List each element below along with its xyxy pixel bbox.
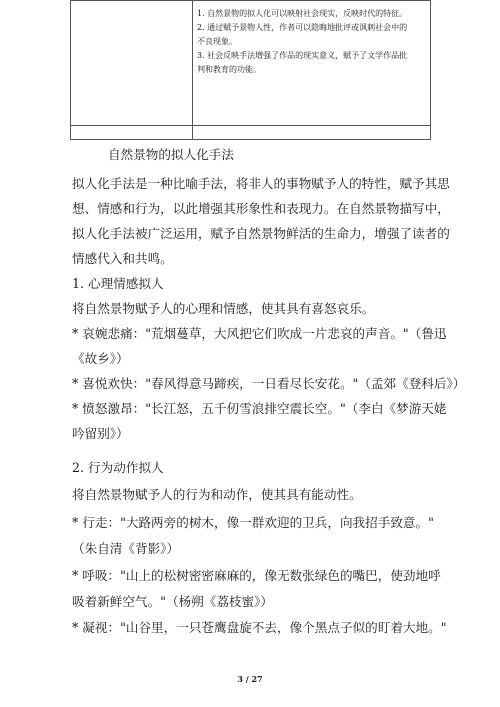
paragraph-line: 情感代入和共鸣。: [72, 251, 173, 266]
paragraph-line: 将自然景物赋予人的行为和动作，使其具有能动性。: [72, 487, 362, 502]
paragraph-line: 想、情感和行为，以此增强其形象性和表现力。在自然景物描写中，: [72, 201, 450, 216]
table-cell-empty: [71, 126, 193, 140]
table-cell-text: [193, 1, 431, 126]
example-line: * 呼吸："山上的松树密密麻麻的，像无数张绿色的嘴巴，使劲地呼: [72, 568, 441, 583]
table-row: [71, 126, 431, 140]
paragraph-line: 拟人化手法是一种比喻手法，将非人的事物赋予人的特性，赋予其思: [72, 176, 450, 191]
table-row: [71, 1, 431, 126]
paragraph-line: 拟人化手法被广泛运用，赋予自然景物鲜活的生命力，增强了读者的: [72, 226, 450, 241]
subheading: 1. 心理情感拟人: [72, 276, 164, 291]
example-line: 《故乡》）: [72, 351, 129, 366]
section-heading: 自然景物的拟人化手法: [108, 147, 234, 162]
table-cell-line: 1. 自然景物的拟人化可以映射社会现实，反映时代的特征。: [197, 9, 408, 18]
example-line: * 凝视："山谷里，一只苍鹰盘旋不去，像个黑点子似的盯着大地。": [72, 620, 447, 635]
paragraph-line: 将自然景物赋予人的心理和情感，使其具有喜怒哀乐。: [72, 301, 375, 316]
table-cell-empty: [71, 1, 193, 126]
table-cell-line: 判和教育的功能。: [197, 65, 261, 74]
example-line: * 哀婉悲痛："荒烟蔓草，大风把它们吹成一片悲哀的声音。"（鲁迅: [72, 326, 447, 341]
table-cell-empty: [193, 126, 431, 140]
content-table: [70, 0, 431, 140]
example-line: 吸着新鲜空气。"（杨朔《荔枝蜜》）: [72, 594, 273, 609]
subheading: 2. 行为动作拟人: [72, 460, 164, 475]
example-line: 吟留别》）: [72, 426, 129, 441]
example-line: * 愤怒激昂："长江怒，五千仞雪浪排空震长空。"（李白《梦游天姥: [72, 401, 447, 416]
table-cell-line: 3. 社会反映手法增强了作品的现实意义，赋予了文学作品批: [197, 51, 408, 60]
example-line: * 喜悦欢快："春风得意马蹄疾，一日看尽长安花。"（孟郊《登科后》）: [72, 376, 466, 391]
example-line: （朱自清《背影》）: [72, 541, 180, 556]
table-cell-line: 不良现象。: [197, 37, 237, 46]
page-number: 3 / 27: [237, 674, 263, 684]
example-line: * 行走："大路两旁的树木，像一群欢迎的卫兵，向我招手致意。": [72, 515, 434, 530]
table-cell-line: 2. 通过赋予景物人性，作者可以隐晦地批评或讽刺社会中的: [197, 23, 408, 32]
